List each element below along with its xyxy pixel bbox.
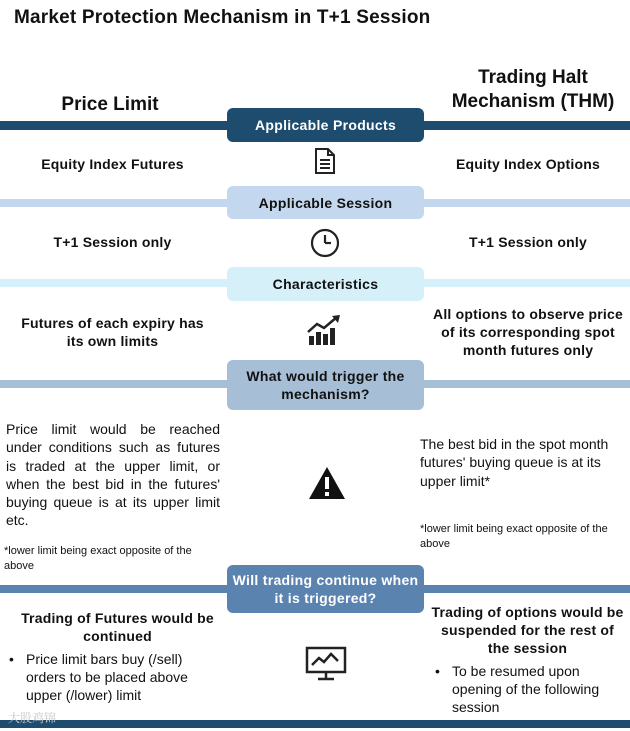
products-label: Applicable Products (227, 108, 424, 142)
right-column-heading: Trading Halt Mechanism (THM) (451, 67, 615, 112)
trigger-left-text: Price limit would be reached under conditions such as futures is traded at the upper limit, or when the best bid in the futures' buying queue is at its upper limit etc. (6, 421, 220, 529)
session-label: Applicable Session (227, 186, 424, 219)
products-right: Equity Index Options (455, 156, 600, 172)
continue-left-bullet: • Price limit bars buy (/sell) orders to be placed above upper (/lower) limit (6, 650, 220, 704)
watermark: 大股鸡锦 (8, 711, 57, 725)
products-left: Equity Index Futures (41, 156, 184, 172)
continue-left-heading: Trading of Futures would be continued (21, 610, 214, 644)
bottom-band (0, 720, 630, 728)
chart-growth-icon (306, 314, 342, 346)
session-left: T+1 Session only (53, 234, 172, 250)
characteristics-label: Characteristics (227, 267, 424, 301)
trigger-right-text: The best bid in the spot month futures' buying queue is at its upper limit* (420, 436, 609, 489)
clock-icon (310, 228, 340, 258)
session-right: T+1 Session only (469, 234, 587, 250)
continue-right-heading: Trading of options would be suspended for the rest of the session (431, 604, 624, 656)
characteristics-right: All options to observe price of its corresponding spot month futures only (433, 306, 623, 358)
trigger-right-note: *lower limit being exact opposite of the above (420, 523, 608, 550)
continue-right-bullet: • To be resumed upon opening of the following session (432, 662, 617, 716)
continue-label: Will trading continue when it is triggered? (227, 565, 424, 613)
trigger-left-note: *lower limit being exact opposite of the above (4, 545, 192, 572)
left-column-heading: Price Limit (61, 94, 159, 115)
warning-icon (308, 466, 346, 500)
document-icon (314, 148, 336, 174)
monitor-chart-icon (305, 646, 347, 682)
page-title: Market Protection Mechanism in T+1 Session (14, 7, 431, 28)
continue-left-list (6, 650, 220, 704)
characteristics-left: Futures of each expiry has its own limits (21, 315, 204, 349)
trigger-label: What would trigger the mechanism? (227, 360, 424, 410)
continue-right-list (432, 662, 617, 716)
